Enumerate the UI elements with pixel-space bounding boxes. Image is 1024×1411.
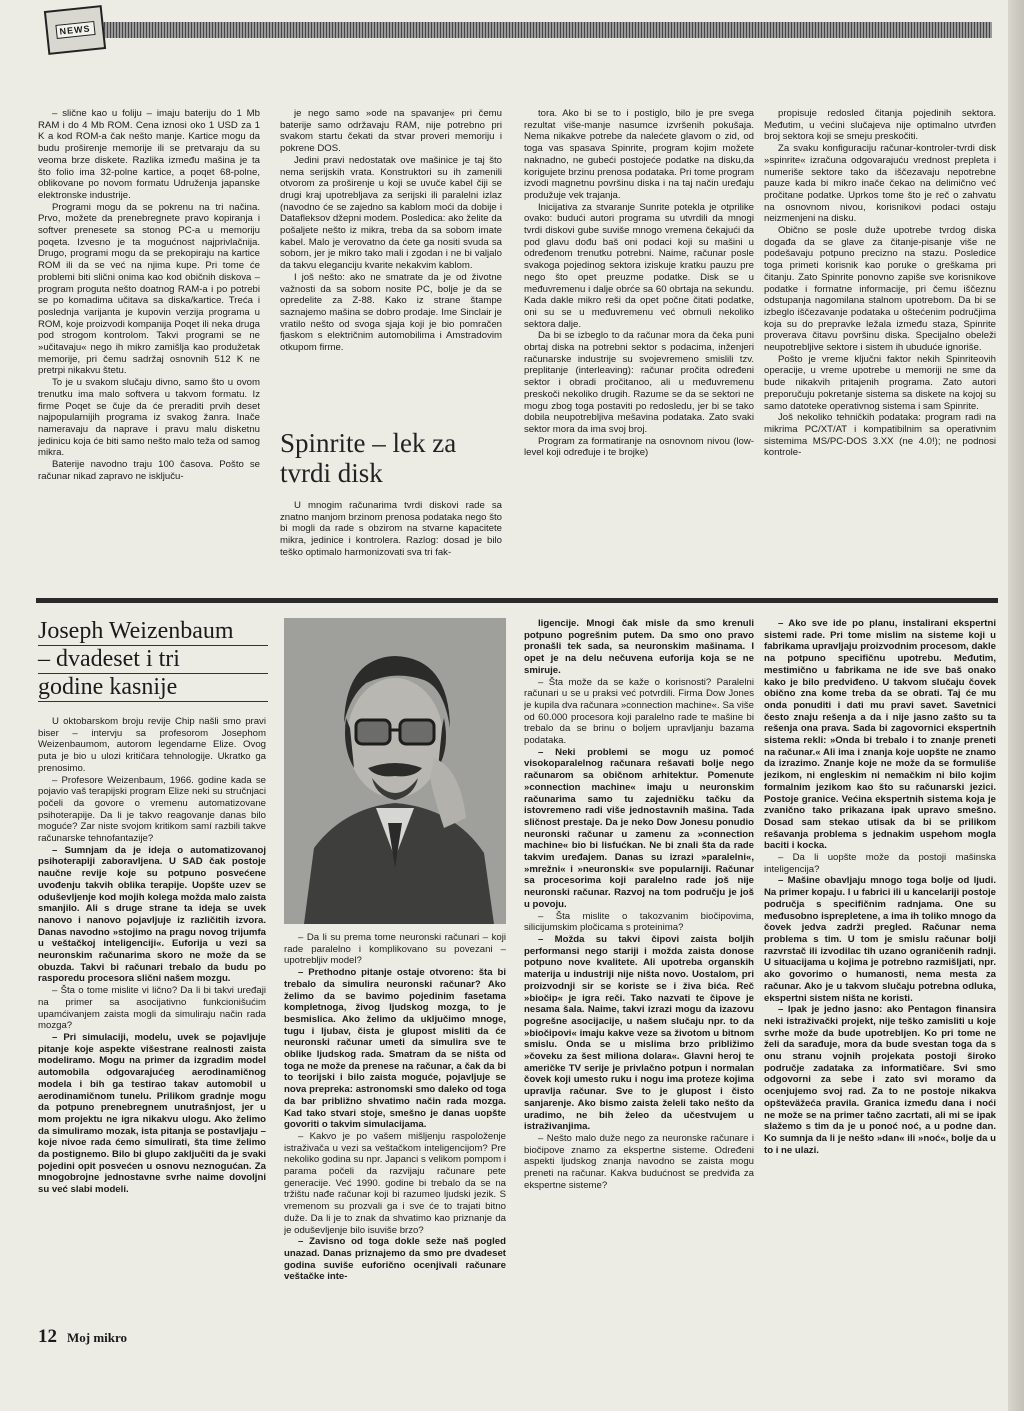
paragraph: Inicijativa za stvaranje Sunrite potekla je otprilike ovako: budući autori programa su utvrdili da mnogi tvrdi diskovi gube suviše mnogo vremena čekajući da pod glavu dođu baš oni podaci koji su mašini u određenom trenutku potrebni. Naime, računar posle svakoga pojedinog sektora iziskuje kratku pauzu pre nego što opet preuzme podatke. Disk se u međuvremenu i dalje obrće sa 60 obrtaja na sekundu. Kada dakle mikro reši da opet počne čitati podatke, oni su se u međuvremenu već obrnuli nekoliko sektora dalje.	[524, 201, 754, 330]
paragraph: – Zavisno od toga dokle seže naš pogled unazad. Danas priznajemo da smo pre dvadeset godina suviše euforično ocenjivali računare veštačke inte-	[284, 1236, 506, 1283]
paragraph: – Sumnjam da je ideja o automatizovanoj psihoterapiji zaboravljena. U SAD čak postoje naučne revije koje su potpuno posvećene uvođenju takvih oblika terapije. Uopšte uzev se oduševljenje kod mojih kolega možda malo zaista smanjilo. Ali s druge strane ta ideja se uvek nanovo i nanovo pojavljuje iz različitih izvora. Danas navodno »stojimo na pragu novog trijumfa u veštačkoj inteligenciji«. Euforija u vezi sa neuronskim računarima skoro ne može da se obuzda. Takvi bi računari trebalo da budu po rasporedu procesora slični našem mozgu.	[38, 844, 266, 985]
article1-column-1	[38, 108, 260, 592]
news-logo-text: NEWS	[55, 21, 95, 39]
weizenbaum-photo	[284, 618, 506, 924]
paragraph: Pošto je vreme ključni faktor nekih Spinriteovih operacije, u vreme upotrebe u memoriji ne sme da bude nikakvih pritajenih programa. Zato autori preporučuju pokretanje sistema sa diskete na kojoj su samo datoteke operativnog sistema i sam Spinrite.	[764, 353, 996, 412]
paragraph: I još nešto: ako ne smatrate da je od životne važnosti da sa sobom nosite PC, bolje je da se opredelite za Z-88. Kako iz strane štampe saznajemo mašina se dobro prodaje. Ime Sinclair je vratilo nešto od svoga sjaja koji je bio pomračen fjaskom s električnim automobilima i Amstradovim otkupom firme.	[280, 271, 502, 354]
paragraph: Još nekoliko tehničkih podataka: program radi na mikrima PC/XT/AT i kompatibilnim sa operativnim sistemima MS/PC-DOS 3.XX (ne 4.0!); ne podnosi kontrole-	[764, 412, 996, 459]
binding-edge	[1008, 0, 1024, 1411]
paragraph: – Neki problemi se mogu uz pomoć visokoparalelnog računara rešavati bolje nego računarom sa običnom arhitektur. Pomenute »connection machine« imaju u neuronskim računarima samo tu zajedničku tačku da istovremeno radi više jednostavnih mašina. Tada sličnost prestaje. Da je neko Dow Jonesu ponudio neuronski računar u zamenu za »connection machine« bio bi lisfućkan. Ne bi znali šta da rade takvim uređajem. Danas su izrazi »paralelni«, »mrežni« i »neuronski« sve popularniji. Računar sa procesorima koji paralelno rade još nije neuronski računar. Razvoj na tom području je još u povoju.	[524, 746, 754, 910]
paragraph: Da bi se izbeglo to da računar mora da čeka puni obrtaj diska na potrebni sektor s podacima, inženjeri računarske industrije su svojevremeno smislili tzv. preplitanje (interleaving): računar pročita određeni sektor i obradi pročitanoo, ali u međuvremenu preskoči nekoliko drugih. Razume se da se sektori ne mogu zbog toga postaviti po redosledu, jer bi se tako dobila neupotrebljiva mešavina podataka. Zato svaki sektor mora da ima svoj broj.	[524, 330, 754, 435]
headline-line-1: Joseph Weizenbaum	[38, 618, 268, 646]
weizenbaum-headline	[38, 618, 268, 702]
paragraph: Jedini pravi nedostatak ove mašinice je taj što nema serijskih vrata. Konstruktori su ih zamenili otvorom za proširenje u koji se uvuče kabel čiji se drugi kraj upotrebljava za serijski ili paralelni izlaz (navodno će se zajedno sa kablom moći da dobije i Datafleksov džepni modem. Posledica: ako želite da pošaljete nešto iz mikra, treba da sa sobom imate kabel. Malo je verovatno da ćete ga nositi svuda sa sobom, jer je mikro tako mali i zgodan i ne bi valjalo da takvu eleganciju kvarite nekakvim kablom.	[280, 154, 502, 272]
interview-column-4	[764, 618, 996, 1308]
header-band	[80, 22, 992, 38]
magazine-name: Moj mikro	[67, 1330, 128, 1345]
paragraph: – Prethodno pitanje ostaje otvoreno: šta bi trebalo da simulira neuronski računar? Ako želimo da se bavimo pojedinim fasetama kompletnoga, živog ljudskog mozga, to je besmislica. Ako želimo da uključimo mnoge, tugu i ljubav, čista je glupost misliti da će neuronski računar umeti da simulira sve te oblike ljudskog rada. Smatram da se ništa od toga ne može da prenese na računar, a čak da bi to teorijski i bilo zaista moguće, pojavljuje se nova prepreka: astronomski smo daleko od toga da bar približno shvatimo način rada mozga. Kad tako stvari stoje, smešno je danas uopšte govoriti o takvim simulacijama.	[284, 967, 506, 1131]
paragraph: – Šta može da se kaže o korisnosti? Paralelni računari u se u praksi već potvrdili. Firma Dow Jones je kupila dva računara »connection machine«. Sa više od 60.000 procesora koji paralelno rade te mašine bi trebalo da se brinu o boljem upravljanju bazama podataka.	[524, 676, 754, 747]
paragraph: – Pri simulaciji, modelu, uvek se pojavljuje pitanje koje aspekte višestrane realnosti zaista modeliramo. Mogu na primer da izgradim model automobila odgovarajućeg aerodinamičnog modela i bih ga testirao takav automobil u aerodinamičnom tunelu. Prilikom gradnje mogu da potpuno prenebregnem unutrašnjost, jer u mom projektu ne igra nikakvu ulogu. Ako želimo da simuliramo mozak, ista pitanja se postavljaju – koje nivoe rada ćemo simulirati, šta time želimo da postignemo. Bilo bi glupo zaključiti da je svaki pojedini opit posvećen u osnovu neznogućan. Za mnogobrojne jednostavne svrhe naime dovoljni su već slabi modeli.	[38, 1031, 266, 1196]
paragraph: – Možda su takvi čipovi zaista boljih performansi nego stariji i možda zaista donose potpuno nove kvalitete. Ali upotreba organskih materija u industriji nije ništa novo. Uostalom, pri proizvodnji sir se koriste se i živa bića. Reč »biočip« je igra reči. Tako nazvati te čipove je nesama šala. Naime, takvi izrazi mogu da izazovu pogrešne asocijacije, u našem slučaju npr. to da »biočipovi« imaju kakve veze sa životom u bitnom smislu. Onda se u mislima brzo približimo »čoveku za šest miliona dolara«. Glavni heroj te američke TV serije je privlačno potpun i normalan čovek koji umesto ruku i nogu ima proteze kojima upravlja računar. Sve to je glupost i čisto sanjarenje. Ako bismo zaista želeli tako nešto da uradimo, ne bih želeo da učestvujem u istraživanjima.	[524, 933, 754, 1133]
section-divider	[36, 598, 998, 603]
paragraph: U mnogim računarima tvrdi diskovi rade sa znatno manjom brzinom prenosa podataka nego što bi mogli da rade s obzirom na stvarne kapacitete mikra, jedinice i kontrolera. Razlog: dosad je bilo teško optimalo harmonizovati sva tri fak-	[280, 500, 502, 558]
paragraph: Programi mogu da se pokrenu na tri načina. Prvo, možete da prenebregnete pravo kopiranja i softver prenesete sa stonog PC-a u memoriju poqeta. Izvesno je ta mogućnost najprivlačnija. Drugo, programi mogu da se prekopiraju na kartice ROM ili da se već na njima kupe. Pri tome će problemi biti slični onima kao kod običnih diskova – program proguta nešto doatnog RAM-a i po potrebi se po komadima učitava sa diska/kartice. Treća i poslednja varijanta je kupovin verzija programa u ROM, koje proizvodi kompanija Poqet ili neka druga pod strogom kontrolom. Takvi programi se ne »učitavaju« nego ih mikro zamišlja kao produžetak memorije, pri čemu sadržaj osnovnih 512 K ne pretrpi nikakvu štetu.	[38, 201, 260, 377]
paragraph: tora. Ako bi se to i postiglo, bilo je pre svega rezultat više-manje nasumce izvršenih pokušaja. Nema nikakve potrebe da nalećete glavom o zid, od toga vas spasava Spinrite, program kojim možete naknadno, ne gubeći postojeće podatke na disku,da korigujete brzinu prenosa podataka. Pri tome program izvodi magnetnu površinu diska i na taj način uređaju produžuje vek trajanja.	[524, 108, 754, 201]
paragraph: – Ako sve ide po planu, instalirani ekspertni sistemi rade. Pri tome mislim na sisteme koji u fabrikama upravljaju proizvodnim procesom, dakle na potpuno specifičnu upotrebu. Međutim, mestimično u fabrikama ne ide sve baš onako kako je bilo predviđeno. U takvom slučaju čovek obično zna kome treba da se obrati. Taj će mu onda ponuditi i dati mu pravi savet. Savetnici često znaju rešenja a da i nije jasno zašto su ta rešenja ona prava. Sada bi zagovornici ekspertnih sistema rekli: »Onda bi trebalo i to znanje preneti na računar.« Ali ima i znanja koje uopšte ne znamo da izrazimo. Znanje koje ne može da se formuliše jezikom, ni engleskim ni nemačkim ni bilo kojim formalnim jezikom kao što su računarski jezici. Postoje granice. Većina ekspertnih sistema koja je zvanično tako prikazana ipak upravo smešno. Dosad sam stekao utisak da bi se prilikom rešavanja problema s jednakim uspehom mogla baciti i kocka.	[764, 618, 996, 852]
paragraph: ligencije. Mnogi čak misle da smo krenuli potpuno pogrešnim putem. Da smo ono pravo pronašli tek sada, sa neuronskim mašinama. I opet je na delu nečuvena euforija koja se ne smiruje.	[524, 618, 754, 676]
paragraph: – Kakvo je po vašem mišljenju raspoloženje istraživača u vezi sa veštačkom inteligencijom? Pre nekoliko godina su npr. Japanci s velikom pompom i parama počeli da razvijaju računare pete generacije. Već 1990. godine bi trebalo da se na tržištu nađe računar koji bi razumeo ljudski jezik. S vremenom su prozvali ga i sve će to trajati bitno duže. Da li je to znak da shvatimo kao priznanje da je oduševljenje bilo isuviše brzo?	[284, 1130, 506, 1236]
paragraph: – Da li uopšte može da postoji mašinska inteligencija?	[764, 852, 996, 875]
interview-column-3	[524, 618, 754, 1308]
article1-column-3	[524, 108, 754, 592]
article1-column-2	[280, 108, 502, 426]
paragraph: – Da li su prema tome neuronski računari – koji rade paralelno i komplikovano su povezani – upotrebljiv model?	[284, 932, 506, 967]
paragraph: – Profesore Weizenbaum, 1966. godine kada se pojavio vaš terapijski program Elize neki su stručnjaci počeli da govore o vremenu automatizovane psihoterapije. Da li je takvo reagovanje danas bilo moguće? Zar niste svojom kritikom samí razbili takve računarske tehnofantazije?	[38, 774, 266, 845]
headline-line-2: – dvadeset i tri	[38, 646, 268, 674]
paragraph: Obično se posle duže upotrebe tvrdog diska događa da se glave za čitanje-pisanje više ne podešavaju potpuno precizno na stazu. Posledice toga primeti korisnik kao poruke o greškama pri čitanju. Zato Spinrite ponovno zapiše sve korisnikove podatke i formatne informacije, pri čemu iščeznu odstupanja nagomilana stalnom upotrebom. Da bi se izbeglo iščezavanje podataka u oštećenim područjima koja su do prepravke ležala između staza, Spinrite proverava čitavu površinu diska. Specijalno obeleži neupotrebljive sektore i sistem ih ubuduće ignoriše.	[764, 225, 996, 354]
paragraph: – Šta mislite o takozvanim biočipovima, silicijumskim pločicama s proteinima?	[524, 910, 754, 934]
paragraph: – Ipak je jedno jasno: ako Pentagon finansira neki istraživački projekt, nije teško zamisliti u koje svrhe može da bude upotrebljen. Ko pri tome ne želi da sarađuje, mora da bude svestan toga da s onu stranu vojnih projekata postoji široko područje zadataka za informatičare. Svi smo odgovorni za sebe i zato svi moramo da ocenjujemo svoj rad. Za to ne postoje nikakva opšteväžeća pravila. Granica između dana i noći ne može se na primer tačno zacrtati, ali mi se ipak slažemo s tim da je u ponoć noć, a u podne dan. Ko sumnja da li je nešto »dan« ili »noć«, bolje da u to i ne ulazi.	[764, 1004, 996, 1156]
paragraph: To je u svakom slučaju divno, samo što u ovom trenutku ima malo softvera u takvom formatu. Iz firme Poqet se čuje da će preraditi prvih deset najpopularnijih programa iz svakog žanra. Inače nameravaju da naprave i pravu malu disketnu jedinicu koja će biti samo nešto malo teža od samog mikra.	[38, 377, 260, 459]
paragraph: Program za formatiranje na osnovnom nivou (low-level koji određuje i te brojke)	[524, 435, 754, 459]
headline-line-3: godine kasnije	[38, 674, 268, 702]
paragraph: – Šta o tome mislite vi lično? Da li bi takvi uređaji na primer sa asocijativno funkcionišućim upamćivanjem zaista mogli da simuliraju način rada mozga?	[38, 985, 266, 1032]
paragraph: je nego samo »ode na spavanje« pri čemu baterije samo održavaju RAM, nije potrebno pri svakom startu čekati da stvar proveri memoriju i pokrene DOS.	[280, 108, 502, 155]
news-logo	[44, 5, 106, 55]
paragraph: – slične kao u foliju – imaju bateriju do 1 Mb RAM i do 4 Mb ROM. Cena iznosi oko 1 USD za 1 K a kod ROM-a čak nešto manje. Kartice mogu da budu proširenje memorije ili se pretvaraju da su veoma brze diskete. Razlika između mašina je ta što folio ima 32-polne kartice, a poqet 68-polne, oblikovane po novom formatu Udruženja japanske elektronske industrije.	[38, 108, 260, 201]
page-footer	[38, 1326, 127, 1348]
article1-column-4	[764, 108, 996, 592]
spinrite-intro	[280, 500, 502, 592]
paragraph: – Nešto malo duže nego za neuronske računare i biočipove znamo za ekspertne sisteme. Određeni aspekti ljudskog znanja navodno se zaista mogu preneti na računar. Kakva budućnost se predviđa za ekspertne sisteme?	[524, 1132, 754, 1191]
paragraph: Za svaku konfiguraciju računar-kontroler-tvrdi disk »spinrite« izračuna odgovarajuću vrednost prepleta i numeriše sektore tako da iščezavaju nepotrebne pauze kada bi mikro inače čekao na delimično već pročitane podatke. Uprkos tome što je reč o zahvatu na osnovnom nivou, korisnikovi podaci ostaju neizmenjeni na disku.	[764, 143, 996, 225]
spinrite-subheading: Spinrite – lek za tvrdi disk	[280, 428, 457, 488]
interview-column-1	[38, 716, 266, 1306]
paragraph: Baterije navodno traju 100 časova. Pošto se računar nikad zapravo ne isključu-	[38, 459, 260, 482]
paragraph: propisuje redosled čitanja pojedinih sektora. Međutim, u većini slučajeva nije optimalno utvrđen broj sektora koji se smeju preskočiti.	[764, 108, 996, 143]
interview-column-2	[284, 932, 506, 1307]
paragraph: – Mašine obavljaju mnogo toga bolje od ljudi. Na primer kopaju. I u fabrici ili u kancelariji postoje područja s specifičnim radnjama. One su međusobno isprepletene, a ima ih toliko mnogo da čovek jedva zadrži pregled. Računar nema problema s tim. U tom je smislu računar bolji razvrstač ili izvodilac tih uzano ograničenih radnji. U situacijama u kojima je potrebno razmišljati, npr. ako govorimo o humanosti, nema mesta za računar. Ako je u takvom slučaju potrebna odluka, ekspertni sistem ništa ne koristi.	[764, 875, 996, 1004]
paragraph: U oktobarskom broju revije Chip našli smo pravi biser – intervju sa profesorom Josephom Weizenbaumom, autorom legendarne Elize. Ovog puta je bio u ulozi kritičara tehnologije. Ukratko ga prenosimo.	[38, 716, 266, 774]
page-number: 12	[38, 1326, 57, 1347]
